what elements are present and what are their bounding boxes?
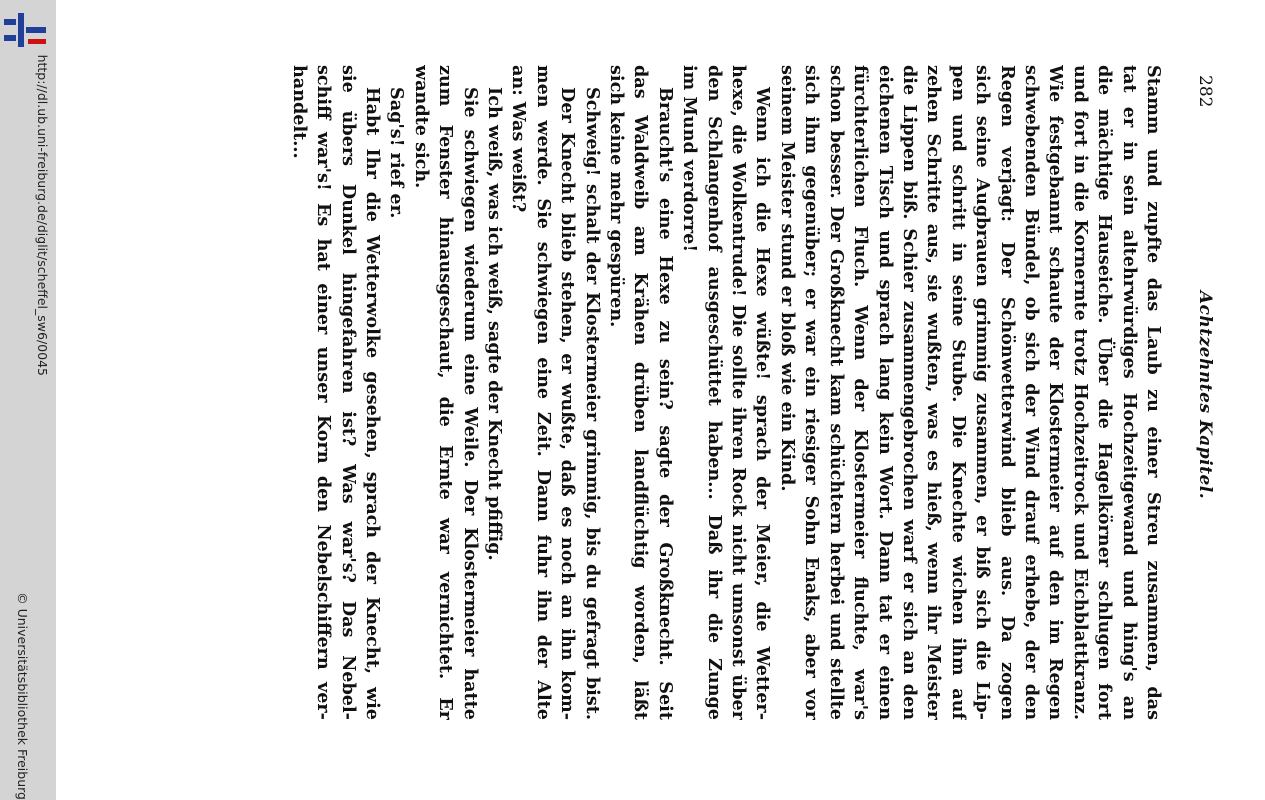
text-line: im Mund verdorre! — [679, 65, 701, 253]
text-line: Schweig! schalt der Klostermeier grimmig, bis du gefragt bist. — [581, 87, 603, 720]
text-line: pen und schritt in seine Stube. Die Knechte wichen ihm auf — [947, 65, 969, 720]
chapter-title: Achtzehntes Kapitel. — [1195, 290, 1215, 500]
text-line: Der Knecht blieb stehen, er wußte, daß es noch an ihn kom- — [557, 87, 579, 720]
text-line: Braucht's eine Hexe zu sein? sagte der Großknecht. Seit — [654, 87, 676, 720]
text-line: Wenn ich die Hexe wüßte! sprach der Meier, die Wetter- — [752, 87, 774, 720]
text-line: schwebenden Bündel, ob sich der Wind drauf erhebe, der den — [1020, 65, 1042, 720]
text-line: die Lippen biß. Schier zusammengebrochen warf er sich an den — [898, 65, 920, 720]
text-line: handelt... — [288, 65, 310, 159]
text-line: men werde. Sie schwiegen eine Zeit. Dann fuhr ihn der Alte — [532, 65, 554, 720]
sidebar-text — [0, 0, 56, 800]
text-line: tat er in sein altehrwürdiges Hochzeitgewand und hing's an — [1118, 65, 1140, 720]
text-line: eichenen Tisch und sprach lang kein Wort. Dann tat er einen — [874, 65, 896, 720]
text-line: zum Fenster hinausgeschaut, die Ernte war vernichtet. Er — [435, 65, 457, 720]
text-line: sich seine Augbrauen grimmig zusammen, er biß sich die Lip- — [972, 65, 994, 720]
text-line: Habt Ihr die Wetterwolke gesehen, sprach der Knecht, wie — [362, 87, 383, 720]
text-line: zehen Schritte aus, sie wußten, was es hieß, wenn ihr Meister — [923, 65, 945, 720]
text-line: Ich weiß, was ich weiß, sagte der Knecht pfiffig. — [484, 87, 506, 561]
text-line: sie übers Dunkel hingefahren ist? Was war's? Das Nebel- — [337, 65, 359, 720]
copyright-notice: © Universitätsbibliothek Freiburg — [15, 592, 30, 800]
page-body-text — [286, 65, 1165, 720]
text-line: und fort in die Kornernte trotz Hochzeitrock und Eichblattkranz. — [1069, 65, 1091, 720]
text-line: fürchterlichen Fluch. Wenn der Klostermeier fluchte, war's — [850, 65, 872, 720]
text-line: die mächtige Hauseiche. Über die Hagelkörner schlugen fort — [1094, 65, 1116, 720]
text-line: sich ihm gegenüber; er war ein riesiger Sohn Enaks, aber vor — [801, 65, 823, 720]
text-line: das Waldweib am Krähen drüben landflüchtig worden, läßt — [630, 65, 652, 720]
book-page — [135, 65, 1215, 725]
text-line: Stamm und zupfte das Laub zu einer Streu zusammen, das — [1143, 65, 1164, 720]
page-number: 282 — [1195, 75, 1215, 108]
text-line: seinem Meister stund er bloß wie ein Kind. — [776, 65, 798, 492]
text-line: schiff war's! Es hat einer unser Korn den Nebelschiffern ver- — [313, 65, 335, 720]
text-line: wandte sich. — [410, 65, 432, 189]
text-line: Wie festgebannt schaute der Klostermeier auf den im Regen — [1045, 65, 1067, 720]
text-line: den Schlangenhof ausgeschüttet haben... Daß ihr die Zunge — [703, 65, 725, 720]
page-header — [1175, 65, 1215, 725]
text-line: schon besser. Der Großknecht kam schüchtern herbei und stellte — [825, 65, 847, 720]
sidebar — [0, 0, 56, 800]
text-line: Sag's! rief er. — [386, 87, 408, 219]
source-url-link[interactable]: http://dl.ub.uni-freiburg.de/diglit/scheffel_sw6/0045 — [35, 54, 50, 376]
text-line: hexe, die Wolkentrude! Die sollte ihren Rock nicht umsonst über — [728, 65, 750, 720]
text-line: an: Was weißt? — [508, 65, 530, 213]
text-line: Sie schwiegen wiederum eine Weile. Der Klostermeier hatte — [459, 87, 481, 720]
text-line: sich keine mehr gespüren. — [606, 65, 628, 328]
text-line: Regen verjagt: Der Schönwetterwind blieb aus. Da zogen — [996, 65, 1018, 720]
